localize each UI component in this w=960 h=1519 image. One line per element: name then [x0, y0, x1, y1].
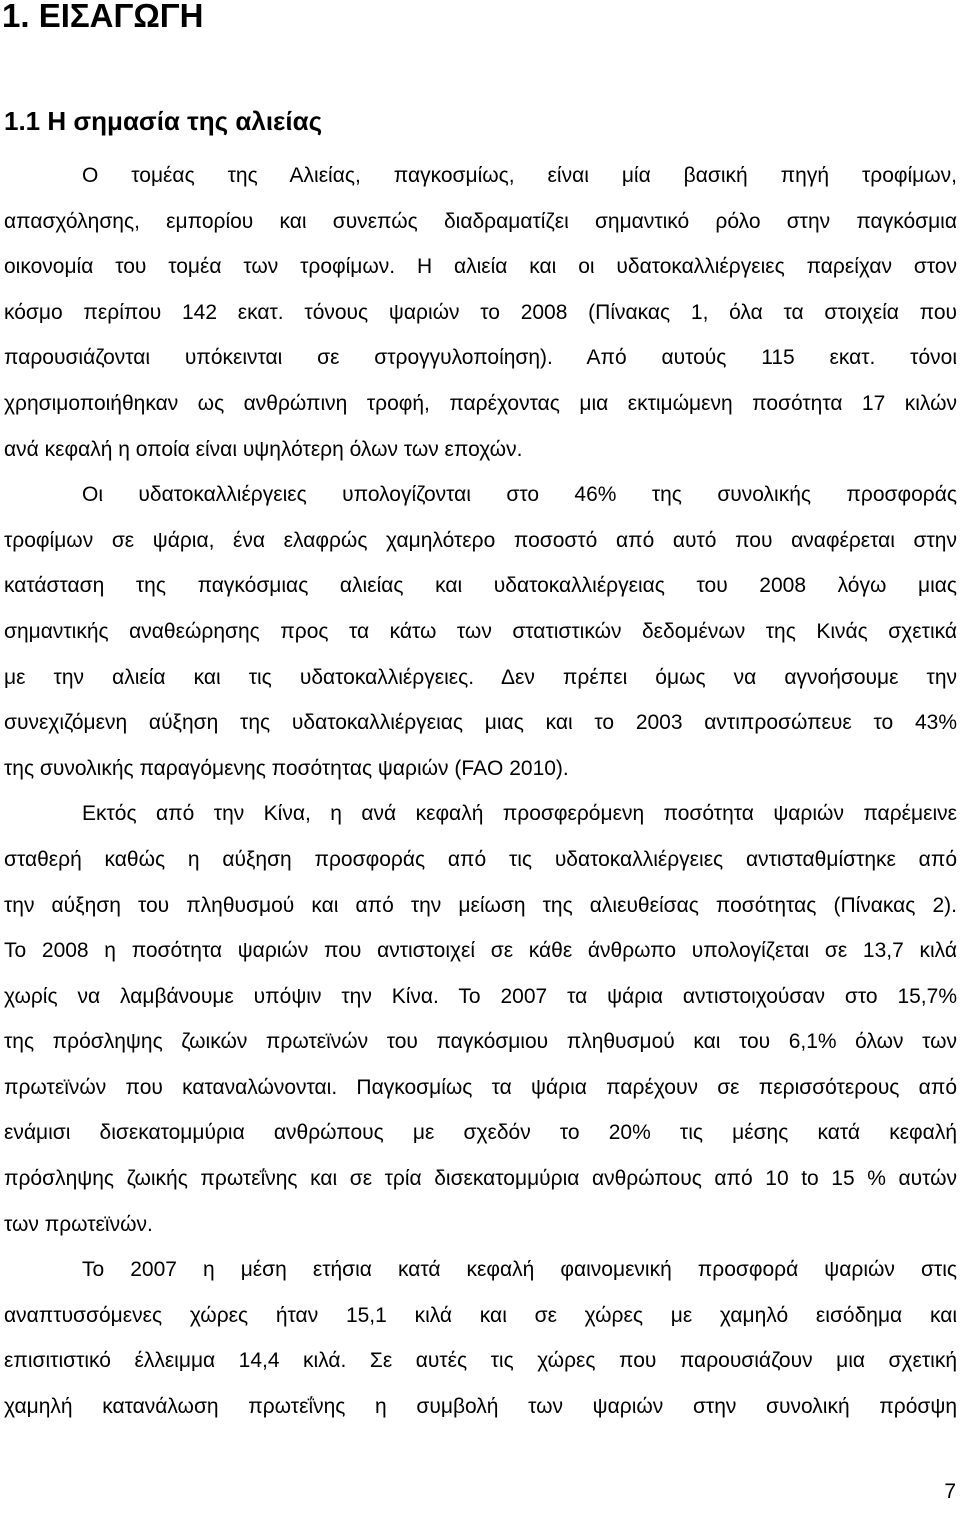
text-line: πρόσληψης ζωικής πρωτεΐνης και σε τρία δισεκατομμύρια ανθρώπους από 10 to 15 % αυτών	[4, 1167, 957, 1191]
text-line: κόσμο περίπου 142 εκατ. τόνους ψαριών το 2008 (Πίνακας 1, όλα τα στοιχεία που	[4, 300, 957, 324]
text-line: ενάμισι δισεκατομμύρια ανθρώπους με σχεδόν το 20% τις μέσης κατά κεφαλή	[4, 1121, 957, 1145]
text-line: της πρόσληψης ζωικών πρωτεϊνών του παγκόσμιου πληθυσμού και του 6,1% όλων των	[4, 1030, 957, 1054]
text-line: των πρωτεϊνών.	[4, 1212, 153, 1236]
text-line: Οι υδατοκαλλιέργειες υπολογίζονται στο 46% της συνολικής προσφοράς	[82, 483, 957, 507]
text-line: πρωτεϊνών που καταναλώνονται. Παγκοσμίως τα ψάρια παρέχουν σε περισσότερους από	[4, 1075, 957, 1099]
text-line: ανά κεφαλή η οποία είναι υψηλότερη όλων των εποχών.	[4, 437, 523, 461]
text-line: Ο τομέας της Αλιείας, παγκοσμίως, είναι μία βασική πηγή τροφίμων,	[82, 164, 957, 187]
text-line: την αύξηση του πληθυσμού και από την μείωση της αλιευθείσας ποσότητας (Πίνακας 2).	[4, 893, 957, 917]
text-line: χρησιμοποιήθηκαν ως ανθρώπινη τροφή, παρέχοντας μια εκτιμώμενη ποσότητα 17 κιλών	[4, 391, 957, 415]
text-line: της συνολικής παραγόμενης ποσότητας ψαριών (FAO 2010).	[4, 756, 569, 780]
page-number: 7	[944, 1480, 956, 1503]
text-line: επισιτιστικό έλλειμμα 14,4 κιλά. Σε αυτές τις χώρες που παρουσιάζουν μια σχετική	[4, 1349, 957, 1373]
text-line: παρουσιάζονται υπόκεινται σε στρογγυλοποίηση). Από αυτούς 115 εκατ. τόνοι	[4, 346, 957, 370]
text-line: συνεχιζόμενη αύξηση της υδατοκαλλιέργειας μιας και το 2003 αντιπροσώπευε το 43%	[4, 711, 957, 735]
text-line: Το 2008 η ποσότητα ψαριών που αντιστοιχεί σε κάθε άνθρωπο υπολογίζεται σε 13,7 κιλά	[4, 939, 957, 963]
text-line: τροφίμων σε ψάρια, ένα ελαφρώς χαμηλότερο ποσοστό από αυτό που αναφέρεται στην	[4, 528, 957, 552]
text-line: οικονομία του τομέα των τροφίμων. Η αλιεία και οι υδατοκαλλιέργειες παρείχαν στον	[4, 255, 957, 279]
text-line: χωρίς να λαμβάνουμε υπόψιν την Κίνα. Το 2007 τα ψάρια αντιστοιχούσαν στο 15,7%	[4, 984, 957, 1008]
text-line: κατάσταση της παγκόσμιας αλιείας και υδατοκαλλιέργειας του 2008 λόγω μιας	[4, 574, 957, 598]
text-line: απασχόλησης, εμπορίου και συνεπώς διαδραματίζει σημαντικό ρόλο στην παγκόσμια	[4, 209, 957, 233]
text-line: σημαντικής αναθεώρησης προς τα κάτω των στατιστικών δεδομένων της Κινάς σχετικά	[4, 619, 957, 643]
text-line: αναπτυσσόμενες χώρες ήταν 15,1 κιλά και σε χώρες με χαμηλό εισόδημα και	[4, 1303, 957, 1327]
text-line: σταθερή καθώς η αύξηση προσφοράς από τις υδατοκαλλιέργειες αντισταθμίστηκε από	[4, 847, 957, 871]
section-title: 1.1 Η σημασία της αλιείας	[4, 106, 323, 136]
body-text	[4, 153, 957, 1430]
text-line: με την αλιεία και τις υδατοκαλλιέργειες. Δεν πρέπει όμως να αγνοήσουμε την	[4, 665, 957, 689]
text-line: Εκτός από την Κίνα, η ανά κεφαλή προσφερόμενη ποσότητα ψαριών παρέμεινε	[82, 802, 957, 826]
text-line: Το 2007 η μέση ετήσια κατά κεφαλή φαινομενική προσφορά ψαριών στις	[82, 1258, 957, 1282]
chapter-title: 1. ΕΙΣΑΓΩΓΗ	[2, 0, 204, 34]
text-line: χαμηλή κατανάλωση πρωτεΐνης η συμβολή των ψαριών στην συνολική πρόσψη	[4, 1395, 957, 1419]
